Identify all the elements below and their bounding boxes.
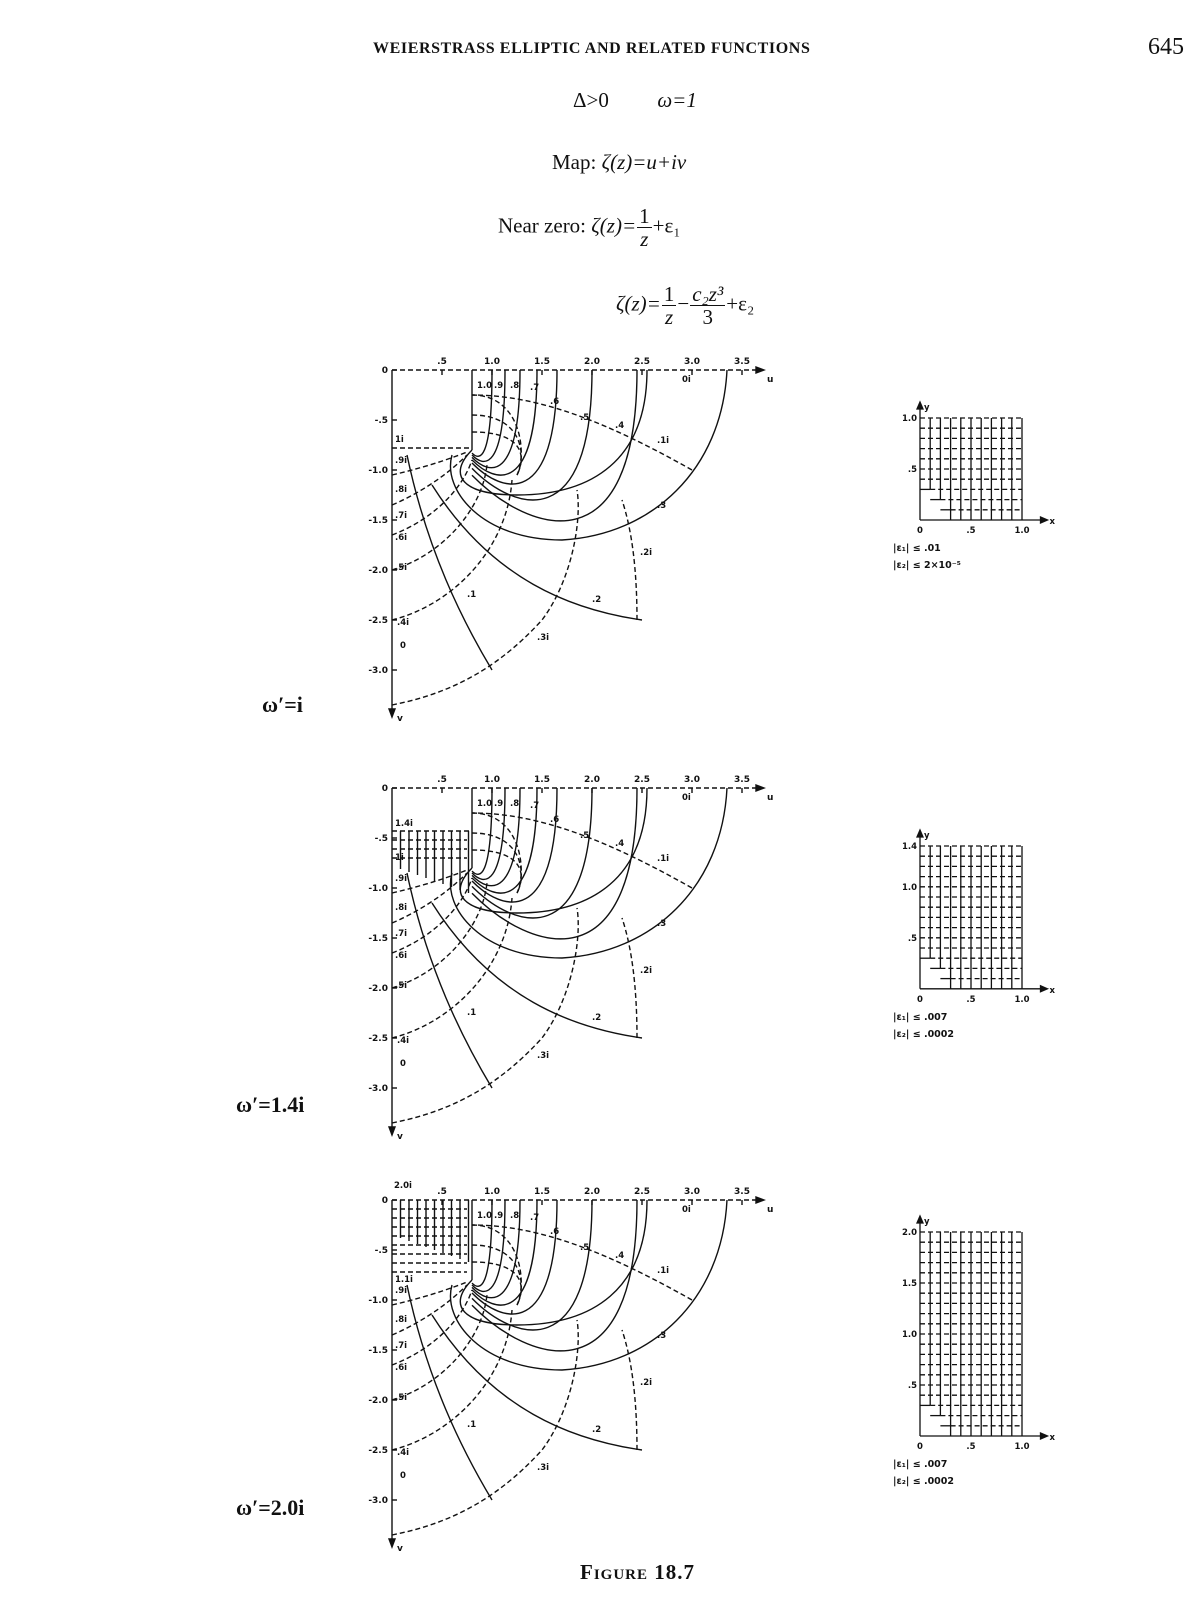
svg-text:.5: .5 <box>966 994 976 1005</box>
error-bounds <box>893 1009 954 1043</box>
svg-text:.4i: .4i <box>397 1036 410 1046</box>
svg-text:1.0: 1.0 <box>1014 526 1030 536</box>
figure-caption <box>580 1560 695 1585</box>
svg-text:.1i: .1i <box>657 854 670 864</box>
svg-text:.8i: .8i <box>395 485 408 495</box>
svg-text:u: u <box>767 375 774 385</box>
svg-text:0: 0 <box>917 1442 923 1452</box>
svg-text:.2i: .2i <box>640 548 653 558</box>
error-bounds <box>893 540 961 574</box>
svg-text:3.5: 3.5 <box>734 1187 750 1197</box>
svg-text:-.5: -.5 <box>374 416 388 426</box>
svg-text:1.5: 1.5 <box>901 1279 917 1289</box>
map-label: Map: <box>552 150 597 174</box>
svg-text:-3.0: -3.0 <box>368 666 388 676</box>
fraction <box>690 283 725 328</box>
svg-text:1.0: 1.0 <box>901 882 918 893</box>
svg-text:.8i: .8i <box>395 903 408 913</box>
condition-delta: Δ>0 <box>573 88 609 112</box>
svg-text:.2: .2 <box>592 1425 602 1435</box>
conformal-map-plot <box>362 766 774 1146</box>
svg-text:-2.0: -2.0 <box>368 984 388 994</box>
epsilon-term: +ε₁ <box>652 213 681 238</box>
error-bounds <box>893 1456 954 1490</box>
svg-text:.5: .5 <box>966 526 976 536</box>
svg-text:.5: .5 <box>580 831 590 841</box>
numerator: c₂z³ <box>692 282 724 306</box>
svg-text:.5: .5 <box>966 1442 976 1452</box>
svg-text:.1i: .1i <box>657 436 670 446</box>
svg-text:.9: .9 <box>494 1211 504 1221</box>
condition-omega: ω=1 <box>657 88 697 112</box>
svg-text:3.5: 3.5 <box>734 775 750 785</box>
svg-text:.5: .5 <box>437 1187 447 1197</box>
svg-text:.2i: .2i <box>640 1378 653 1388</box>
svg-text:1.5: 1.5 <box>534 775 550 785</box>
svg-text:.8: .8 <box>510 799 520 809</box>
svg-text:.9i: .9i <box>395 874 408 884</box>
svg-text:1.5: 1.5 <box>534 357 550 367</box>
svg-text:.7i: .7i <box>395 1341 408 1351</box>
denominator: 3 <box>702 305 713 330</box>
svg-text:-1.5: -1.5 <box>368 516 388 526</box>
svg-text:.6i: .6i <box>395 1363 408 1373</box>
svg-text:.3: .3 <box>657 919 667 929</box>
svg-text:.5: .5 <box>907 465 917 475</box>
svg-text:y: y <box>924 1217 930 1227</box>
svg-text:.1: .1 <box>467 1420 477 1430</box>
svg-text:.6: .6 <box>550 1227 560 1237</box>
svg-text:v: v <box>397 1544 403 1554</box>
svg-text:.5i: .5i <box>395 563 408 573</box>
svg-text:2.5: 2.5 <box>634 1187 650 1197</box>
caption-number: 18.7 <box>654 1560 696 1584</box>
error-bound-1: |ε₁| ≤ .01 <box>893 543 941 554</box>
svg-text:3.0: 3.0 <box>684 1187 700 1197</box>
svg-text:1.0: 1.0 <box>1014 994 1030 1005</box>
svg-text:.3i: .3i <box>537 633 550 643</box>
svg-text:.2: .2 <box>592 1013 602 1023</box>
panel-omega-label: ω′=1.4i <box>236 1092 305 1117</box>
svg-text:1.0: 1.0 <box>1014 1442 1030 1452</box>
svg-text:.6i: .6i <box>395 533 408 543</box>
svg-text:.7i: .7i <box>395 929 408 939</box>
svg-text:2.0: 2.0 <box>901 1228 917 1238</box>
svg-text:1.5: 1.5 <box>534 1187 550 1197</box>
svg-text:v: v <box>397 1132 403 1142</box>
svg-text:.7: .7 <box>530 1213 540 1223</box>
svg-text:.5: .5 <box>437 357 447 367</box>
denominator: z <box>640 227 649 252</box>
svg-text:0: 0 <box>381 1196 388 1206</box>
svg-text:-2.0: -2.0 <box>368 566 388 576</box>
svg-text:.4: .4 <box>615 1251 625 1261</box>
panel-omega-label: ω′=2.0i <box>236 1495 305 1520</box>
svg-text:.5: .5 <box>580 1243 590 1253</box>
svg-text:x: x <box>1049 985 1055 996</box>
svg-text:-.5: -.5 <box>374 834 388 844</box>
svg-text:.9: .9 <box>494 799 504 809</box>
conformal-map-plot <box>362 1178 774 1558</box>
svg-text:.9: .9 <box>494 381 504 391</box>
condition-line <box>573 88 697 113</box>
svg-text:1.0: 1.0 <box>477 799 493 809</box>
epsilon-term: +ε₂ <box>726 291 755 316</box>
svg-text:y: y <box>924 830 930 841</box>
svg-text:0i: 0i <box>682 793 691 803</box>
near-zero-label: Near zero: <box>498 213 587 238</box>
minus-sign: − <box>677 291 690 316</box>
svg-text:0: 0 <box>400 641 406 651</box>
svg-text:.9i: .9i <box>395 1286 408 1296</box>
svg-text:v: v <box>397 714 403 724</box>
denominator: z <box>665 305 674 330</box>
svg-text:.3i: .3i <box>537 1051 550 1061</box>
svg-text:1.4: 1.4 <box>901 841 918 852</box>
svg-text:.8i: .8i <box>395 1315 408 1325</box>
svg-text:0: 0 <box>381 784 388 794</box>
error-bound-1: |ε₁| ≤ .007 <box>893 1011 948 1023</box>
error-bound-2: |ε₂| ≤ .0002 <box>893 1476 955 1487</box>
svg-text:.4: .4 <box>615 839 625 849</box>
inset-z-plane-grid <box>890 1217 1070 1474</box>
svg-text:-2.5: -2.5 <box>368 1034 388 1044</box>
svg-text:.5: .5 <box>580 413 590 423</box>
svg-text:-1.5: -1.5 <box>368 1346 388 1356</box>
svg-text:.4: .4 <box>615 421 625 431</box>
svg-text:-2.5: -2.5 <box>368 616 388 626</box>
svg-text:-1.0: -1.0 <box>368 1296 388 1306</box>
fraction <box>637 205 652 250</box>
svg-text:1i: 1i <box>395 435 404 445</box>
svg-text:1.0: 1.0 <box>484 357 500 367</box>
numerator: 1 <box>639 204 650 228</box>
svg-text:.3i: .3i <box>537 1463 550 1473</box>
svg-text:2.0: 2.0 <box>584 357 600 367</box>
svg-text:.5i: .5i <box>395 981 408 991</box>
numerator: 1 <box>663 282 675 306</box>
svg-text:0: 0 <box>400 1471 406 1481</box>
svg-text:.6i: .6i <box>395 951 408 961</box>
svg-text:-.5: -.5 <box>374 1246 388 1256</box>
svg-text:.7: .7 <box>530 801 540 811</box>
svg-text:.4i: .4i <box>397 618 410 628</box>
inset-z-plane-grid <box>890 403 1070 558</box>
svg-text:0: 0 <box>917 994 923 1005</box>
svg-text:1.0: 1.0 <box>477 1211 493 1221</box>
svg-text:2.0: 2.0 <box>584 775 600 785</box>
svg-text:.7: .7 <box>530 383 540 393</box>
svg-text:u: u <box>767 1205 774 1215</box>
svg-text:.8: .8 <box>510 381 520 391</box>
svg-text:.5: .5 <box>437 775 447 785</box>
svg-text:.6: .6 <box>550 815 560 825</box>
caption-word: Figure <box>580 1560 649 1584</box>
svg-text:1.0: 1.0 <box>484 775 500 785</box>
svg-text:.7i: .7i <box>395 511 408 521</box>
svg-text:0: 0 <box>400 1059 406 1069</box>
error-bound-2: |ε₂| ≤ .0002 <box>893 1028 955 1040</box>
svg-text:0i: 0i <box>682 1205 691 1215</box>
svg-text:3.5: 3.5 <box>734 357 750 367</box>
svg-text:3.0: 3.0 <box>684 775 700 785</box>
page-number: 645 <box>1148 34 1184 60</box>
second-lhs: ζ(z)= <box>616 291 661 316</box>
svg-text:2.0i: 2.0i <box>394 1181 412 1191</box>
svg-text:3.0: 3.0 <box>684 357 700 367</box>
svg-text:1.1i: 1.1i <box>395 1275 413 1285</box>
svg-text:-1.0: -1.0 <box>368 466 388 476</box>
svg-text:1.0: 1.0 <box>477 381 493 391</box>
svg-text:2.5: 2.5 <box>634 775 650 785</box>
svg-text:-1.0: -1.0 <box>368 884 388 894</box>
svg-text:.1i: .1i <box>657 1266 670 1276</box>
svg-text:x: x <box>1049 517 1055 527</box>
svg-text:-3.0: -3.0 <box>368 1084 388 1094</box>
svg-text:.5i: .5i <box>395 1393 408 1403</box>
svg-text:.2: .2 <box>592 595 602 605</box>
svg-text:-2.0: -2.0 <box>368 1396 388 1406</box>
running-title: WEIERSTRASS ELLIPTIC AND RELATED FUNCTIONS <box>373 40 811 57</box>
near-zero-lhs: ζ(z)= <box>591 213 637 238</box>
svg-text:.5: .5 <box>907 933 918 944</box>
svg-text:-2.5: -2.5 <box>368 1446 388 1456</box>
panel-omega-label: ω′=i <box>262 692 303 717</box>
error-bound-2: |ε₂| ≤ 2×10⁻⁵ <box>893 560 961 571</box>
near-zero-equation <box>498 205 681 250</box>
svg-text:2.0: 2.0 <box>584 1187 600 1197</box>
svg-text:.9i: .9i <box>395 456 408 466</box>
svg-text:0: 0 <box>917 526 923 536</box>
svg-text:y: y <box>924 403 930 413</box>
svg-text:1.0: 1.0 <box>484 1187 500 1197</box>
svg-text:.3: .3 <box>657 1331 667 1341</box>
svg-text:.5: .5 <box>907 1381 917 1391</box>
svg-text:0i: 0i <box>682 375 691 385</box>
svg-text:1i: 1i <box>395 853 404 863</box>
svg-text:x: x <box>1049 1433 1055 1443</box>
map-equation <box>552 150 686 175</box>
svg-text:.1: .1 <box>467 1008 477 1018</box>
svg-text:.1: .1 <box>467 590 477 600</box>
fraction <box>662 283 677 328</box>
svg-text:u: u <box>767 793 774 803</box>
conformal-map-plot <box>362 348 774 728</box>
svg-text:1.4i: 1.4i <box>395 819 413 829</box>
svg-text:.3: .3 <box>657 501 667 511</box>
svg-text:.6: .6 <box>550 397 560 407</box>
svg-text:.2i: .2i <box>640 966 653 976</box>
svg-text:1.0: 1.0 <box>901 414 917 424</box>
svg-text:1.0: 1.0 <box>901 1330 917 1340</box>
svg-text:.8: .8 <box>510 1211 520 1221</box>
map-expr: ζ(z)=u+iv <box>601 150 687 174</box>
svg-text:.4i: .4i <box>397 1448 410 1458</box>
error-bound-1: |ε₁| ≤ .007 <box>893 1459 948 1470</box>
svg-text:-1.5: -1.5 <box>368 934 388 944</box>
svg-text:0: 0 <box>381 366 388 376</box>
second-equation <box>616 283 754 328</box>
svg-text:2.5: 2.5 <box>634 357 650 367</box>
svg-text:-3.0: -3.0 <box>368 1496 388 1506</box>
inset-z-plane-grid <box>890 830 1070 1027</box>
